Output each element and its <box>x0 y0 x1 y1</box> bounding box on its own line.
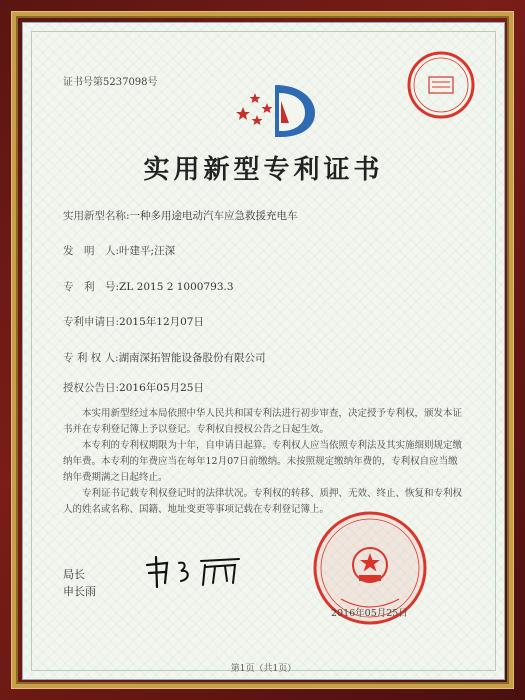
utility-model-name-value: 一种多用途电动汽车应急救援充电车 <box>129 210 298 222</box>
grant-date-value: 2016年05月25日 <box>119 382 204 394</box>
inventor-row <box>63 243 175 258</box>
seal-date: 2016年05月25日 <box>331 608 408 619</box>
patent-number-row <box>63 279 234 294</box>
certificate-title: 实用新型专利证书 <box>143 155 384 185</box>
paragraph-record: 专利证书记载专利权登记时的法律状况。专利权的转移、质押、无效、终止、恢复和专利权人的姓名或名称、国籍、地址变更等事项记载在专利登记簿上。 <box>63 488 463 515</box>
application-date-row <box>63 314 204 329</box>
grant-date-row <box>63 380 204 395</box>
patent-number-value: ZL 2015 2 1000793.3 <box>119 281 234 293</box>
paragraph-term: 本专利的专利权期限为十年，自申请日起算。专利权人应当依照专利法及其实施细则规定缴纳年费。本专利的年费应当在每年12月07日前缴纳。未按照规定缴纳年费的，专利权自应当缴纳年费期满之日起终止。 <box>63 440 463 483</box>
patentee-row <box>63 350 266 365</box>
certificate-paper <box>22 22 505 680</box>
inventor-label: 发 明 人: <box>63 245 120 257</box>
utility-model-name-row <box>63 208 298 223</box>
certificate-number: 证书号第5237098号 <box>63 77 158 88</box>
patentee-value: 湖南深拓智能设备股份有限公司 <box>118 352 266 364</box>
director-title: 局长 <box>63 568 85 581</box>
patentee-label: 专 利 权 人: <box>63 352 119 364</box>
agency-stamp-seal <box>405 49 477 121</box>
director-signature <box>141 551 251 591</box>
director-name: 申长雨 <box>63 585 96 598</box>
patent-office-emblem-icon <box>231 79 321 141</box>
paragraph-grant: 本实用新型经过本局依照中华人民共和国专利法进行初步审查，决定授予专利权，颁发本证书并在专利登记簿上予以登记。专利权自授权公告之日起生效。 <box>63 408 463 435</box>
application-date-label: 专利申请日: <box>63 316 120 328</box>
patent-number-label: 专 利 号: <box>63 281 120 293</box>
inventor-value: 叶建平;汪深 <box>119 245 176 257</box>
utility-model-name-label: 实用新型名称: <box>63 210 130 222</box>
grant-date-label: 授权公告日: <box>63 382 120 394</box>
application-date-value: 2015年12月07日 <box>119 316 204 328</box>
page-indicator: 第1页（共1页） <box>230 664 297 674</box>
